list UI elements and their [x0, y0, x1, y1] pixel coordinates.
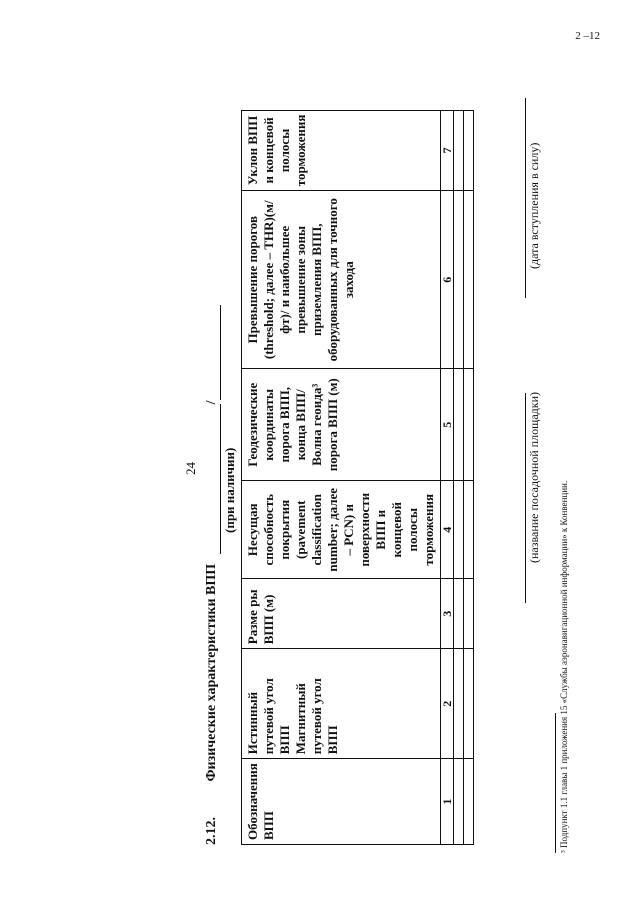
- column-number: 5: [441, 368, 454, 480]
- column-number: 2: [441, 648, 454, 758]
- rotated-page-content: [40, 33, 600, 873]
- section-heading: [204, 145, 221, 845]
- column-number: 6: [441, 190, 454, 368]
- empty-cell: [464, 480, 474, 578]
- slash-separator: /: [204, 399, 219, 404]
- header-cell: Несущая способность покрытия (pavement classification number; далее – PCN) и поверхности ВПП и концевой полосы торможения: [242, 480, 441, 578]
- column-number: 1: [441, 758, 454, 844]
- section-title: Физические характеристики ВПП: [204, 563, 219, 781]
- header-cell: Обозначения ВПП: [242, 758, 441, 844]
- column-number: 7: [441, 110, 454, 191]
- header-cell: Истинный путевой угол ВПП Магнитный путевой угол ВПП: [242, 648, 441, 758]
- aerodrome-name-caption: (название посадочной площадки): [527, 391, 541, 563]
- header-cell: Уклон ВПП и концевой полосы торможения: [242, 110, 441, 191]
- date-blank: [204, 305, 221, 400]
- empty-cell: [454, 480, 464, 578]
- empty-cell: [454, 648, 464, 758]
- column-number-row: [441, 110, 454, 844]
- header-cell: Разме ры ВПП (м): [242, 578, 441, 648]
- date-caption: (дата вступления в силу): [527, 142, 541, 269]
- empty-cell: [464, 578, 474, 648]
- empty-cell: [464, 758, 474, 844]
- empty-cell: [454, 110, 464, 191]
- header-row: [242, 110, 441, 844]
- empty-row: [454, 110, 464, 844]
- empty-cell: [464, 110, 474, 191]
- page-number: 24: [183, 461, 198, 475]
- empty-cell: [464, 648, 474, 758]
- page-corner-label: 2 –12: [575, 30, 600, 42]
- empty-cell: [454, 190, 464, 368]
- header-cell: Геодезические координаты порога ВПП, конца ВПП/ Волна геоида³ порога ВПП (м): [242, 368, 441, 480]
- section-subtitle: (при наличии): [222, 447, 237, 533]
- footnote: ³ Подпункт 1.1 главы 1 приложения 15 «Службы аэронавигационной информации» к Конвенции.: [559, 480, 569, 853]
- footnote-divider: [555, 713, 556, 853]
- empty-cell: [454, 578, 464, 648]
- empty-cell: [464, 190, 474, 368]
- column-number: 4: [441, 480, 454, 578]
- date-line: [525, 98, 526, 298]
- aerodrome-name-blank: [204, 404, 221, 554]
- empty-cell: [454, 368, 464, 480]
- aerodrome-name-line: [525, 393, 526, 603]
- empty-cell: [454, 758, 464, 844]
- section-number: 2.12.: [204, 816, 219, 845]
- runway-characteristics-table: [241, 109, 474, 844]
- column-number: 3: [441, 578, 454, 648]
- empty-cell: [464, 368, 474, 480]
- empty-row: [464, 110, 474, 844]
- header-cell: Превышение порогов (threshold; далее – THR)(м/фт)/ и наибольшее превышение зоны приземления ВПП, оборудованных для точного захода: [242, 190, 441, 368]
